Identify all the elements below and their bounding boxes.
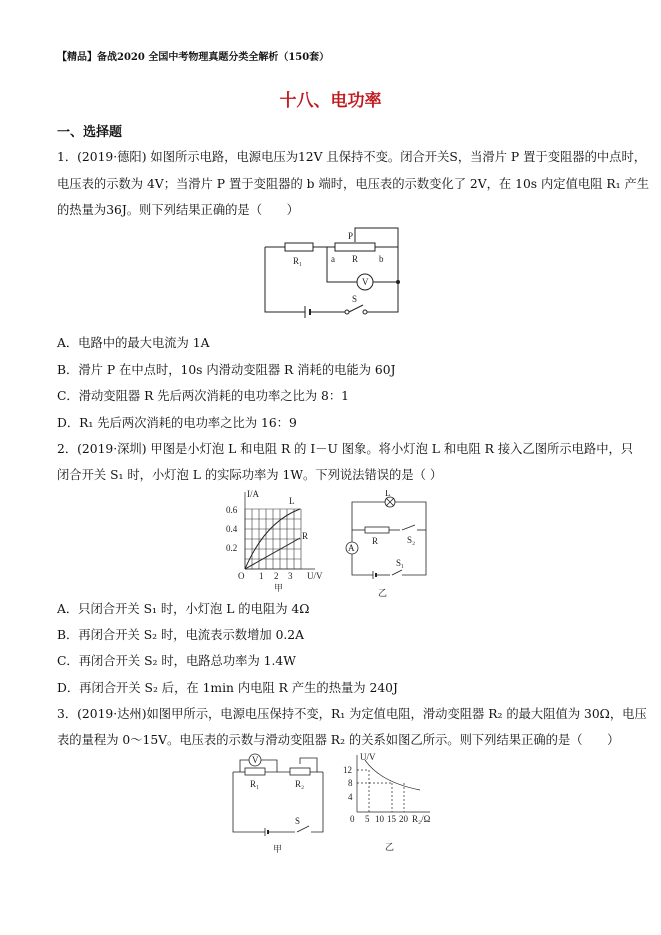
- x-tick: 2: [274, 571, 279, 581]
- q2-option-c: C．再闭合开关 S₂ 时，电路总功率为 1.4W: [57, 654, 296, 668]
- figure-caption: 乙: [378, 588, 388, 598]
- q2-line: 2．(2019·深圳) 甲图是小灯泡 L 和电阻 R 的 I－U 图象。将小灯泡 L 和电阻 R 接入乙图所示电路中，只: [57, 442, 634, 456]
- q2-option-d: D．再闭合开关 S₂ 后，在 1min 内电阻 R 产生的热量为 240J: [57, 681, 398, 695]
- label-b: b: [379, 254, 384, 264]
- q1-circuit-diagram: [255, 222, 415, 322]
- q1-line: 1．(2019·德阳) 如图所示电路，电源电压为12V 且保持不变。闭合开关S，当滑片 P 置于变阻器的中点时，: [57, 150, 647, 164]
- line-label-r: R: [302, 531, 309, 541]
- label-v: V: [362, 277, 369, 287]
- label-p: P: [348, 231, 354, 241]
- label-r1: R₁: [293, 256, 303, 266]
- origin-label: 0: [350, 814, 355, 824]
- origin-label: O: [238, 571, 245, 581]
- y-tick: 12: [343, 765, 352, 775]
- x-tick: 20: [399, 814, 408, 824]
- label-s: S: [295, 816, 301, 826]
- y-tick: 0.4: [226, 524, 238, 534]
- figure-caption: 甲: [274, 583, 284, 593]
- label-a: a: [331, 254, 335, 264]
- label-r1: R₁: [250, 779, 260, 789]
- q1-option-b: B．滑片 P 在中点时，10s 内滑动变阻器 R 消耗的电能为 60J: [57, 363, 396, 377]
- label-r: R: [372, 536, 379, 546]
- q1-option-d: D．R₁ 先后两次消耗的电功率之比为 16：9: [57, 416, 297, 430]
- q3-circuit-diagram: [225, 752, 335, 857]
- label-s2: S₂: [407, 535, 416, 545]
- label-s1: S₁: [396, 558, 405, 568]
- label-s: S: [352, 294, 358, 304]
- q3-line: 3．(2019·达州)如图甲所示，电源电压保持不变，R₁ 为定值电阻，滑动变阻器 R₂ 的最大阻值为 30Ω，电压: [57, 707, 647, 721]
- q2-iu-graph: [225, 487, 335, 597]
- q1-line: 电压表的示数为 4V；当滑片 P 置于变阻器的 b 端时，电压表的示数变化了 2V，在 10s 内定值电阻 R₁ 产生: [57, 177, 650, 191]
- y-tick: 8: [348, 778, 353, 788]
- x-tick: 1: [259, 571, 264, 581]
- ammeter-label: A: [348, 543, 355, 553]
- q1-line: 的热量为36J。则下列结果正确的是（ ）: [57, 203, 299, 217]
- figure-caption: 乙: [385, 842, 395, 852]
- q3-line: 表的量程为 0～15V。电压表的示数与滑动变阻器 R₂ 的关系如图乙所示。则下列结果正确的是（ ）: [57, 733, 620, 747]
- q2-line: 闭合开关 S₁ 时，小灯泡 L 的实际功率为 1W。下列说法错误的是（ ）: [57, 468, 443, 482]
- q1-option-a: A．电路中的最大电流为 1A: [57, 336, 210, 350]
- q3-voltage-graph: [340, 750, 440, 858]
- x-axis-label: R₂/Ω: [412, 814, 431, 824]
- q2-option-a: A．只闭合开关 S₁ 时，小灯泡 L 的电阻为 4Ω: [57, 602, 310, 616]
- y-axis-label: U/V: [360, 752, 376, 762]
- q2-circuit-diagram: [340, 490, 440, 600]
- y-tick: 0.2: [226, 543, 238, 553]
- voltmeter-label: V: [252, 755, 259, 765]
- curve-label-l: L: [289, 496, 295, 506]
- page-header: 【精品】备战2020 全国中考物理真题分类全解析（150套）: [57, 52, 330, 63]
- label-l: L: [385, 490, 391, 498]
- q2-option-b: B．再闭合开关 S₂ 时，电流表示数增加 0.2A: [57, 628, 305, 642]
- y-axis-label: I/A: [247, 489, 259, 499]
- q1-option-c: C．滑动变阻器 R 先后两次消耗的电功率之比为 8：1: [57, 389, 349, 403]
- x-tick: 10: [375, 814, 384, 824]
- label-r: R: [352, 254, 359, 264]
- page-title: 十八、电功率: [279, 91, 382, 111]
- figure-caption: 甲: [273, 844, 283, 854]
- y-tick: 4: [348, 792, 353, 802]
- y-tick: 0.6: [226, 505, 238, 515]
- label-r2: R₂: [295, 779, 305, 789]
- x-tick: 5: [365, 814, 370, 824]
- x-axis-label: U/V: [307, 571, 323, 581]
- section-heading: 一、选择题: [57, 125, 123, 140]
- x-tick: 15: [387, 814, 396, 824]
- x-tick: 3: [288, 571, 293, 581]
